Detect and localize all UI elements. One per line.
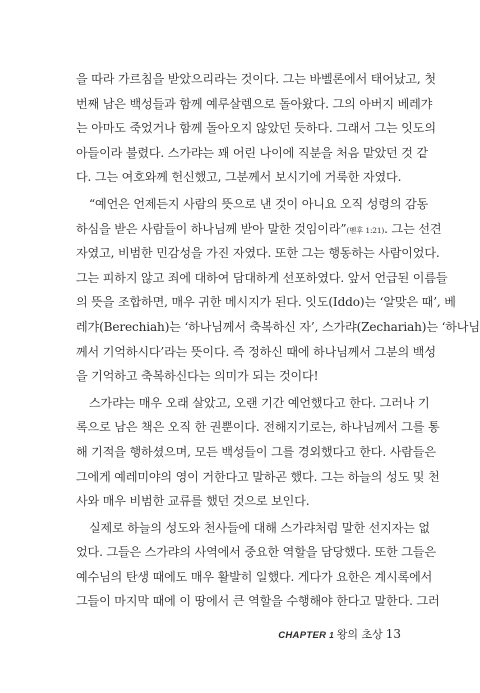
text-line: 자였고, 비범한 민감성을 가진 자였다. 또한 그는 행동하는 사람이었다.	[76, 246, 440, 261]
paragraph-4	[76, 516, 440, 614]
text-line: 해 기적을 행하셨으며, 모든 백성들이 그를 경외했다고 한다. 사람들은	[76, 444, 436, 459]
paragraph-1	[76, 67, 436, 190]
text-line: 예수님의 탄생 때에도 매우 활발히 일했다. 게다가 요한은 계시록에서	[76, 569, 433, 584]
text-line: 다. 그는 여호와께 헌신했고, 그분께서 보시기에 거룩한 자였다.	[76, 170, 402, 185]
text-line: 그들이 마지막 때에 이 땅에서 큰 역할을 수행해야 한다고 말한다. 그러	[76, 594, 440, 609]
text-line: 실제로 하늘의 성도와 천사들에 대해 스가랴처럼 말한 선지자는 없	[89, 520, 430, 535]
text-line: 을 기억하고 축복하신다는 의미가 되는 것이다!	[76, 369, 319, 384]
text-line: 스가랴는 매우 오래 살았고, 오랜 기간 예언했다고 한다. 그러나 기	[89, 395, 430, 410]
scripture-reference: (벧후 1:21)	[346, 225, 385, 235]
body-text	[76, 67, 480, 614]
chapter-number: 1	[329, 631, 334, 640]
page-number: 13	[385, 627, 401, 641]
quote-text: 하심을 받은 사람들이 하나님께 받아 말한 것임이라”	[76, 221, 347, 236]
text-line: 께서 기억하시다’라는 뜻이다. 즉 정하신 때에 하나님께서 그분의 백성	[76, 344, 436, 359]
text-line: 는 아마도 죽었거나 함께 돌아오지 않았던 듯하다. 그래서 그는 잇도의	[76, 121, 436, 136]
text-line: 그는 피하지 않고 죄에 대하여 담대하게 선포하였다. 앞서 언급된 이름들	[76, 270, 448, 285]
text-line: 사와 매우 비범한 교류를 했던 것으로 보인다.	[76, 494, 310, 509]
chapter-title: 왕의 초상	[336, 628, 383, 641]
text-line: 레갸(Berechiah)는 ‘하나님께서 축복하신 자’, 스가랴(Zechariah)는 ‘하나님	[76, 319, 480, 334]
text-line: 그에게 예레미야의 영이 거한다고 말하곤 했다. 그는 하늘의 성도 및 천	[76, 469, 440, 484]
text-line: 아들이라 불렸다. 스가랴는 꽤 어린 나이에 직분을 처음 맡았던 것 같	[76, 145, 429, 160]
text-line: 번째 남은 백성들과 함께 예루살렘으로 돌아왔다. 그의 아버지 베레갸	[76, 96, 433, 111]
chapter-label: CHAPTER	[278, 630, 327, 641]
paragraph-2	[76, 192, 480, 389]
text-line: 었다. 그들은 스가랴의 사역에서 중요한 역할을 담당했다. 또한 그들은	[76, 545, 436, 560]
paragraph-3	[76, 391, 440, 514]
running-footer	[278, 626, 401, 642]
text-line: 을 따라 가르침을 받았으리라는 것이다. 그는 바벨론에서 태어났고, 첫	[76, 72, 436, 86]
text-line: 록으로 남은 책은 오직 한 권뿐이다. 전해지기로는, 하나님께서 그를 통	[76, 420, 440, 435]
line-tail: . 그는 선견	[384, 221, 442, 236]
text-line: “예언은 언제든지 사람의 뜻으로 낸 것이 아니요 오직 성령의 감동	[89, 196, 429, 211]
text-line: 의 뜻을 조합하면, 매우 귀한 메시지가 된다. 잇도(Iddo)는 ‘알맞은 때’, 베	[76, 295, 456, 310]
text-line-with-reference	[76, 217, 442, 242]
